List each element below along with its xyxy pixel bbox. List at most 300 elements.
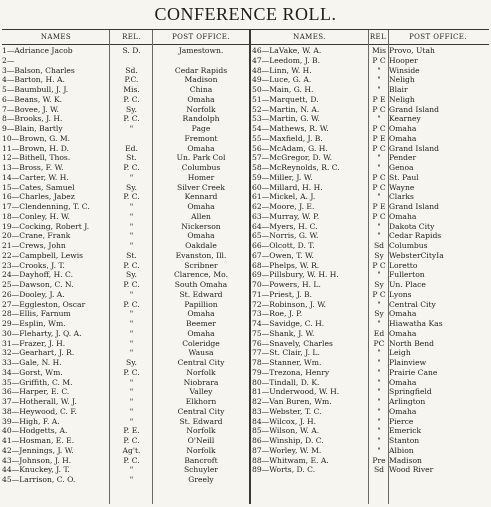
member-post-office: Grand Island [389, 202, 439, 211]
member-relation: " [129, 211, 134, 221]
roll-row [2, 290, 249, 300]
member-relation: " [129, 397, 134, 406]
member-relation: " [129, 328, 134, 338]
member-name: 48—Linn, W. H. [252, 65, 312, 75]
member-post-office: Papillion [184, 299, 218, 309]
member-name: 78—Stanner, Wm. [252, 358, 322, 367]
member-post-office: Prairie Cane [389, 367, 438, 377]
member-relation: " [129, 465, 134, 475]
member-name: 29—Esplin, Wm. [2, 319, 66, 328]
member-post-office: Nickerson [181, 221, 221, 231]
member-post-office: Leigh [389, 348, 411, 358]
member-relation: P. C. [123, 192, 140, 202]
member-name: 60—Millard, H. H. [252, 182, 323, 192]
member-relation: " [129, 377, 134, 387]
roll-row [252, 280, 489, 290]
member-relation: St. [126, 250, 137, 260]
member-post-office: Norfolk [186, 104, 216, 114]
member-name: 79—Trezona, Henry [252, 367, 330, 377]
roll-row [252, 329, 489, 339]
member-relation: Sd [373, 465, 385, 475]
member-relation: " [377, 231, 381, 241]
member-name: 27—Eggleston, Oscar [2, 299, 86, 309]
member-relation: " [377, 65, 381, 75]
member-name: 42—Jennings, J. W. [2, 445, 74, 455]
member-name: 81—Underwood, W. H. [252, 387, 340, 397]
member-post-office: Wausa [188, 348, 214, 358]
member-name: 62—Moore, J. E. [252, 202, 315, 211]
roll-row [2, 407, 249, 417]
member-name: 84—Wilcox, J. H. [252, 416, 317, 426]
roll-row [252, 446, 489, 456]
member-relation: P C [372, 104, 386, 114]
member-relation: PC [373, 338, 385, 348]
member-post-office: Elkhorn [185, 397, 217, 406]
roll-row [252, 417, 489, 427]
member-relation: " [129, 221, 134, 231]
roll-row [252, 192, 489, 202]
member-name: 9—Blain, Bartly [2, 124, 63, 133]
member-post-office: Neligh [389, 94, 415, 104]
roll-row [2, 75, 249, 85]
member-post-office: Greely [188, 475, 214, 484]
roll-row [2, 329, 249, 339]
member-post-office: Schuyler [183, 465, 219, 475]
roll-row [2, 378, 249, 388]
member-post-office: Omaha [389, 124, 417, 133]
member-name: 58—McReynolds, R. C. [252, 163, 340, 172]
member-post-office: WebsterCityIa [389, 250, 444, 260]
member-name: 40—Hodgetts, A. [2, 426, 68, 436]
roll-row [252, 212, 489, 222]
roll-row [252, 134, 489, 144]
roll-row [252, 202, 489, 212]
member-post-office: Omaha [187, 328, 215, 338]
member-relation: " [377, 270, 381, 280]
column-header-row [0, 30, 491, 44]
roll-row [252, 465, 489, 475]
roll-row [252, 183, 489, 193]
member-post-office: Columbus [389, 241, 428, 250]
member-relation: P C [372, 289, 386, 299]
member-name: 77—St. Clair, J. L. [252, 348, 320, 358]
member-name: 80—Tindall, D. K. [252, 377, 320, 387]
member-relation: P C [372, 124, 386, 133]
member-post-office: Blair [389, 85, 408, 94]
roll-row [2, 300, 249, 310]
member-name: 23—Crooks, J. T. [2, 260, 65, 270]
roll-row [2, 348, 249, 358]
roll-row [2, 144, 249, 154]
member-relation: " [377, 406, 381, 416]
roll-row [252, 270, 489, 280]
member-post-office: Norfolk [186, 367, 216, 377]
member-name: 1—Adriance Jacob [2, 46, 73, 55]
member-relation: P.C. [124, 75, 139, 85]
member-post-office: Pierce [389, 416, 414, 426]
member-relation: " [129, 202, 134, 211]
member-relation: " [377, 436, 381, 445]
member-relation: " [377, 299, 381, 309]
member-name: 70—Powers, H. L. [252, 280, 321, 289]
member-relation: " [377, 445, 381, 455]
member-relation: " [377, 416, 381, 426]
member-relation: P. C. [123, 114, 140, 124]
member-name: 25—Dawson, C. N. [2, 280, 74, 289]
member-post-office: Central City [389, 299, 436, 309]
member-relation: " [129, 289, 134, 299]
member-name: 30—Fleharty, J. Q. A. [2, 328, 82, 338]
header-names-left: NAMES [40, 33, 72, 41]
member-post-office: Omaha [389, 309, 417, 319]
member-relation: Mis [371, 46, 387, 55]
member-post-office: Lyons [389, 289, 412, 299]
member-relation: P C [372, 182, 386, 192]
roll-row [252, 456, 489, 466]
member-name: 6—Beans, W. K. [2, 94, 63, 104]
member-name: 61—Mickel, A. J. [252, 192, 316, 202]
member-post-office: Fullerton [389, 270, 425, 280]
roll-row [252, 75, 489, 85]
roll-row [2, 46, 249, 56]
member-post-office: Emerick [389, 426, 422, 436]
roll-row [2, 183, 249, 193]
member-relation: P. C. [123, 299, 140, 309]
member-name: 44—Knuckey, J. T. [2, 465, 70, 475]
member-relation: " [377, 367, 381, 377]
member-name: 28—Ellis, Farnum [2, 309, 71, 319]
roll-row [252, 436, 489, 446]
member-post-office: Cedar Rapids [389, 231, 442, 241]
roll-row [2, 124, 249, 134]
header-post-right: POST OFFICE. [409, 33, 467, 41]
member-relation: " [377, 192, 381, 202]
member-relation: P. C. [123, 260, 140, 270]
member-relation: Sy [374, 250, 384, 260]
member-name: 50—Main, G. H. [252, 85, 314, 94]
roll-row [252, 173, 489, 183]
member-name: 19—Cocking, Robert J. [2, 221, 90, 231]
member-post-office: Bancroft [184, 455, 218, 465]
member-relation: " [377, 114, 381, 124]
roll-row [2, 114, 249, 124]
member-post-office: Norfolk [186, 426, 216, 436]
member-relation: P. C. [123, 94, 140, 104]
member-relation: P. C. [123, 455, 140, 465]
member-name: 65—Norris, G. W. [252, 231, 319, 241]
member-name: 57—McGregor, D. W. [252, 153, 333, 163]
roll-row [252, 348, 489, 358]
member-relation: Sy [374, 280, 384, 289]
member-post-office: Un. Park Col [176, 153, 226, 163]
member-relation: " [377, 426, 381, 436]
member-post-office: Central City [177, 358, 225, 367]
member-name: 83—Webster, T. C. [252, 406, 322, 416]
member-name: 24—Dayhoff, H. C. [2, 270, 73, 280]
member-post-office: Omaha [389, 133, 417, 143]
roll-row [252, 231, 489, 241]
member-relation: " [377, 387, 381, 397]
member-relation: " [129, 406, 134, 416]
roll-row [2, 436, 249, 446]
member-post-office: Page [191, 124, 211, 133]
header-rule [2, 44, 489, 45]
member-name: 14—Carter, W. H. [2, 172, 69, 182]
roll-row [252, 358, 489, 368]
roll-row [252, 407, 489, 417]
member-name: 67—Owen, T. W. [252, 250, 314, 260]
roll-row [2, 95, 249, 105]
member-post-office: Omaha [187, 309, 215, 319]
member-relation: Sy. [126, 104, 137, 114]
member-name: 16—Charles, Jabez [2, 192, 75, 202]
roll-row [2, 231, 249, 241]
member-name: 89—Worts, D. C. [252, 465, 316, 475]
member-name: 59—Miller, J. W. [252, 172, 313, 182]
member-post-office: Kearney [389, 114, 421, 124]
member-post-office: Coleridge [182, 338, 220, 348]
member-post-office: Niobrara [183, 377, 219, 387]
member-post-office: Plainview [389, 358, 427, 367]
member-post-office: Omaha [187, 202, 215, 211]
member-post-office: Norfolk [186, 445, 216, 455]
roll-row [252, 85, 489, 95]
member-relation: Ed [373, 328, 385, 338]
member-post-office: Scribner [184, 260, 218, 270]
roll-row [252, 222, 489, 232]
member-name: 12—Bithell, Thos. [2, 153, 71, 163]
member-name: 63—Murray, W. P. [252, 211, 320, 221]
member-relation: P. C. [123, 367, 140, 377]
roll-row [252, 339, 489, 349]
member-relation: " [377, 358, 381, 367]
member-post-office: Omaha [187, 231, 215, 241]
member-relation: " [129, 241, 134, 250]
member-relation: P C [372, 172, 386, 182]
member-name: 21—Crews, John [2, 241, 66, 250]
roll-row [2, 319, 249, 329]
roll-row [252, 397, 489, 407]
member-relation: " [129, 319, 134, 328]
roll-row [252, 309, 489, 319]
member-name: 46—LaVake, W. A. [252, 46, 322, 55]
roll-row [2, 261, 249, 271]
member-post-office: Hooper [389, 55, 418, 65]
roll-row [2, 56, 249, 66]
member-relation: St. [126, 153, 137, 163]
member-name: 22—Campbell, Lewis [2, 250, 84, 260]
member-post-office: North Bend [389, 338, 435, 348]
member-post-office: Stanton [389, 436, 420, 445]
member-post-office: Un. Place [389, 280, 426, 289]
roll-row [252, 124, 489, 134]
member-relation: P E [372, 133, 386, 143]
right-roll-column [252, 46, 489, 475]
member-post-office: Kennard [184, 192, 218, 202]
roll-row [252, 163, 489, 173]
member-relation: Mis. [123, 85, 140, 94]
roll-row [2, 358, 249, 368]
roll-row [2, 417, 249, 427]
member-name: 10—Brown, G. M. [2, 133, 71, 143]
member-post-office: Beemer [186, 319, 216, 328]
member-relation: Ag't. [122, 445, 141, 455]
header-post-left: POST OFFICE. [172, 33, 230, 41]
roll-row [252, 368, 489, 378]
roll-row [2, 397, 249, 407]
member-name: 41—Hosman, E. E. [2, 436, 75, 445]
roll-row [252, 95, 489, 105]
member-name: 3—Balson, Charles [2, 65, 75, 75]
roll-row [2, 202, 249, 212]
member-name: 68—Phelps, W. R. [252, 260, 320, 270]
member-post-office: Neligh [389, 75, 415, 85]
member-post-office: Albion [389, 445, 414, 455]
roll-row [2, 456, 249, 466]
member-relation: P. C. [123, 163, 140, 172]
member-post-office: Omaha [389, 328, 417, 338]
member-post-office: Dakota City [389, 221, 435, 231]
member-relation: P E [372, 94, 386, 104]
roll-row [252, 105, 489, 115]
member-relation: P. C. [123, 436, 140, 445]
roll-row [2, 280, 249, 290]
member-relation: " [377, 348, 381, 358]
member-name: 7—Bovee, J. W. [2, 104, 59, 114]
roll-row [2, 153, 249, 163]
member-name: 43—Johnson, J. H. [2, 455, 72, 465]
member-relation: " [377, 221, 381, 231]
member-name: 13—Bross, F. W. [2, 163, 64, 172]
member-name: 47—Leedom, J. B. [252, 55, 321, 65]
member-post-office: Omaha [389, 377, 417, 387]
member-name: 86—Winship, D. C. [252, 436, 324, 445]
member-post-office: Valley [189, 387, 213, 397]
member-post-office: Oakdale [185, 241, 217, 250]
member-name: 72—Robinson, J. W. [252, 299, 327, 309]
roll-row [252, 378, 489, 388]
member-relation: " [377, 397, 381, 406]
member-post-office: South Omaha [174, 280, 228, 289]
center-divider [249, 30, 251, 504]
member-post-office: Columbus [181, 163, 221, 172]
member-name: 74—Savidge, C. H. [252, 319, 325, 328]
roll-row [2, 163, 249, 173]
member-name: 37—Hotherall, W. J. [2, 397, 77, 406]
roll-row [2, 475, 249, 485]
member-relation: Sy. [126, 270, 137, 280]
member-relation: Sd. [125, 65, 138, 75]
member-post-office: Allen [191, 211, 211, 221]
member-relation: " [377, 163, 381, 172]
member-post-office: Clarks [389, 192, 414, 202]
member-relation: " [377, 377, 381, 387]
member-name: 75—Shank, J. W. [252, 328, 315, 338]
member-post-office: Winside [389, 65, 420, 75]
member-post-office: O'Neill [187, 436, 215, 445]
member-name: 4—Barton, H. A. [2, 75, 65, 85]
member-name: 66—Olcott, D. T. [252, 241, 315, 250]
member-name: 31—Frazer, J. H. [2, 338, 66, 348]
member-name: 49—Luce, G. A. [252, 75, 312, 85]
member-post-office: Clarence, Mo. [174, 270, 228, 280]
member-name: 34—Gorst, Wm. [2, 367, 63, 377]
member-relation: Ed. [125, 143, 138, 153]
member-relation: " [129, 309, 134, 319]
member-name: 52—Martin, N. A. [252, 104, 320, 114]
member-name: 5—Baumbull, J. J. [2, 85, 69, 94]
member-relation: Sy [374, 309, 384, 319]
member-name: 26—Dooley, J. A. [2, 289, 65, 299]
member-relation: " [129, 416, 134, 426]
member-relation: " [129, 124, 134, 133]
member-relation: P C [372, 260, 386, 270]
member-name: 2— [2, 55, 15, 65]
member-post-office: China [189, 85, 213, 94]
member-name: 38—Heywood, C. F. [2, 406, 77, 416]
member-name: 33—Gale, N. H. [2, 358, 62, 367]
member-post-office: Pender [389, 153, 417, 163]
member-post-office: Silver Creek [177, 182, 225, 192]
roll-row [252, 261, 489, 271]
roll-row [2, 465, 249, 475]
member-post-office: Omaha [187, 94, 215, 104]
roll-row [2, 173, 249, 183]
member-relation: " [129, 348, 134, 358]
roll-row [252, 300, 489, 310]
member-name: 56—McAdam, G. H. [252, 143, 328, 153]
roll-row [2, 192, 249, 202]
member-relation: " [129, 338, 134, 348]
header-rel-left: REL. [122, 33, 141, 41]
member-post-office: Loretto [389, 260, 418, 270]
member-relation: Sy. [126, 182, 137, 192]
roll-row [252, 290, 489, 300]
roll-row [2, 446, 249, 456]
member-post-office: St. Edward [179, 416, 223, 426]
member-post-office: Madison [184, 75, 218, 85]
member-relation: P C [372, 55, 386, 65]
member-post-office: Cedar Rapids [174, 65, 228, 75]
member-post-office: Omaha [389, 406, 417, 416]
member-name: 51—Marquett, D. [252, 94, 319, 104]
roll-row [252, 114, 489, 124]
member-relation: " [129, 475, 134, 484]
member-post-office: Jamestown. [178, 46, 224, 55]
member-name: 64—Myers, H. C. [252, 221, 318, 231]
member-name: 18—Conley, H. W. [2, 211, 70, 221]
member-name: 11—Brown, H. D. [2, 143, 69, 153]
header-rel-right: REL [369, 33, 387, 41]
member-name: 17—Clendenning, T. C. [2, 202, 90, 211]
roll-row [2, 339, 249, 349]
roll-row [2, 270, 249, 280]
roll-row [2, 105, 249, 115]
member-relation: " [377, 85, 381, 94]
roll-row [2, 85, 249, 95]
roll-row [2, 368, 249, 378]
member-relation: " [129, 387, 134, 397]
member-name: 76—Snavely, Charles [252, 338, 333, 348]
member-name: 87—Worley, W. M. [252, 445, 322, 455]
roll-row [2, 387, 249, 397]
member-post-office: Wood River [389, 465, 434, 475]
member-post-office: Provo, Utah [389, 46, 435, 55]
member-name: 85—Wilson, W. A. [252, 426, 320, 436]
member-relation: Sd [373, 241, 385, 250]
roll-row [252, 153, 489, 163]
member-post-office: St. Edward [179, 289, 223, 299]
